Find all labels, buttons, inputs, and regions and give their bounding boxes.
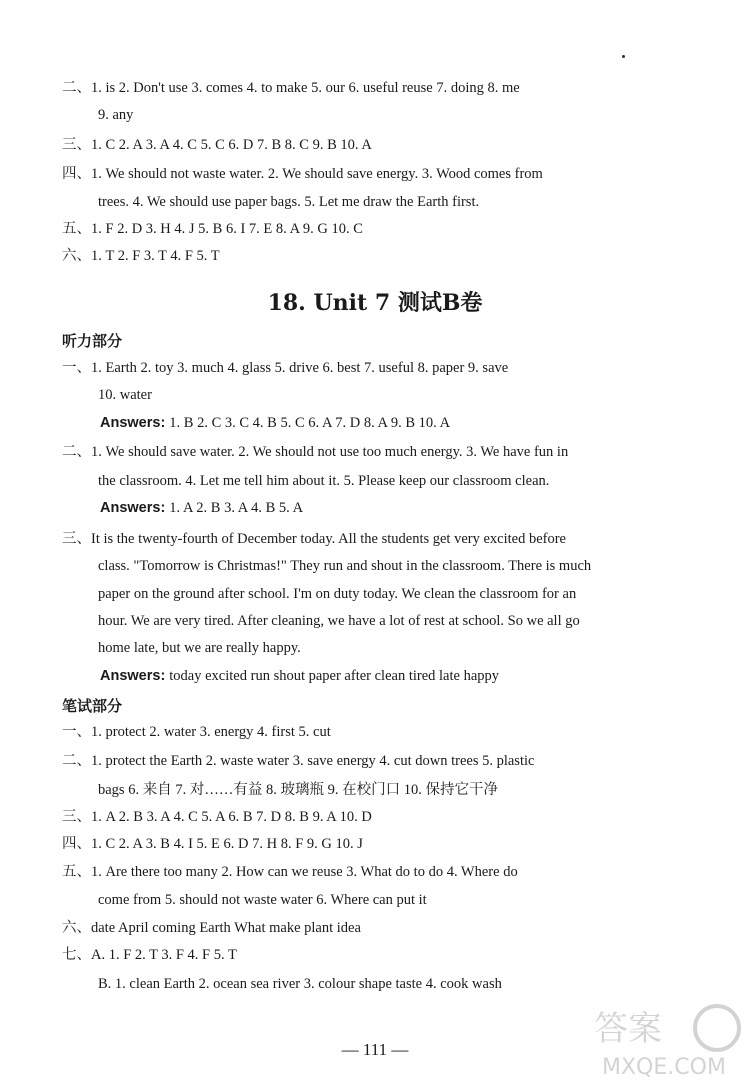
prev-section-4: 四、1. We should not waste water. 2. We should save energy. 3. Wood comes from (62, 166, 543, 182)
writing-1: 一、1. protect 2. water 3. energy 4. first 5. cut (62, 724, 331, 740)
writing-heading: 笔试部分 (62, 697, 123, 715)
listening-3-para-2: class. "Tomorrow is Christmas!" They run and shout in the classroom. There is much (98, 558, 592, 574)
prev-section-2: 二、1. is 2. Don't use 3. comes 4. to make 5. our 6. useful reuse 7. doing 8. me (62, 80, 520, 96)
answers-label: Answers: (100, 500, 166, 516)
answers-text: today excited run shout paper after clean tired late happy (169, 668, 500, 684)
page-number: — 111 — (341, 1040, 409, 1059)
listening-2: 二、1. We should save water. 2. We should not use too much energy. 3. We have fun in (62, 444, 569, 460)
listening-3-para-1: 三、It is the twenty-fourth of December today. All the students get very excited before (62, 531, 566, 547)
writing-7b: B. 1. clean Earth 2. ocean sea river 3. colour shape taste 4. cook wash (98, 976, 502, 992)
listening-3-answers (100, 667, 700, 685)
listening-3-para-3: paper on the ground after school. I'm on duty today. We clean the classroom for an (98, 586, 577, 602)
listening-1-answers (100, 414, 700, 432)
listening-heading: 听力部分 (62, 332, 123, 350)
writing-4: 四、1. C 2. A 3. B 4. I 5. E 6. D 7. H 8. F 9. G 10. J (62, 836, 363, 852)
writing-5: 五、1. Are there too many 2. How can we reuse 3. What do to do 4. Where do (62, 864, 518, 880)
listening-1: 一、1. Earth 2. toy 3. much 4. glass 5. drive 6. best 7. useful 8. paper 9. save (62, 360, 509, 376)
prev-section-5: 五、1. F 2. D 3. H 4. J 5. B 6. I 7. E 8. A 9. G 10. C (62, 221, 363, 237)
writing-3: 三、1. A 2. B 3. A 4. C 5. A 6. B 7. D 8. B 9. A 10. D (62, 809, 372, 825)
listening-1-cont: 10. water (98, 387, 152, 403)
answers-label: Answers: (100, 415, 166, 431)
writing-5-cont: come from 5. should not waste water 6. Where can put it (98, 892, 427, 908)
speck (622, 55, 625, 58)
prev-section-6: 六、1. T 2. F 3. T 4. F 5. T (62, 248, 220, 264)
svg-text:MXQE.COM: MXQE.COM (602, 1055, 726, 1080)
svg-text:答案: 答案 (594, 1009, 662, 1049)
listening-3-para-5: home late, but we are really happy. (98, 640, 301, 656)
answers-text: 1. B 2. C 3. C 4. B 5. C 6. A 7. D 8. A 9. B 10. A (169, 415, 451, 431)
answers-text: 1. A 2. B 3. A 4. B 5. A (169, 500, 304, 516)
prev-section-3: 三、1. C 2. A 3. A 4. C 5. C 6. D 7. B 8. C 9. B 10. A (62, 137, 372, 153)
writing-6: 六、date April coming Earth What make plant idea (62, 920, 361, 936)
unit-title: 18. Unit 7 测试B卷 (267, 290, 483, 316)
prev-section-2-cont: 9. any (98, 107, 134, 123)
answers-label: Answers: (100, 668, 166, 684)
watermark-logo (592, 1000, 742, 1080)
prev-section-4-cont: trees. 4. We should use paper bags. 5. Let me draw the Earth first. (98, 194, 480, 210)
listening-2-cont: the classroom. 4. Let me tell him about it. 5. Please keep our classroom clean. (98, 473, 550, 489)
listening-2-answers (100, 499, 700, 517)
writing-7a: 七、A. 1. F 2. T 3. F 4. F 5. T (62, 947, 237, 963)
listening-3-para-4: hour. We are very tired. After cleaning, we have a lot of rest at school. So we all go (98, 613, 580, 629)
writing-2: 二、1. protect the Earth 2. waste water 3. save energy 4. cut down trees 5. plastic (62, 753, 535, 769)
writing-2-cont: bags 6. 来自 7. 对……有益 8. 玻璃瓶 9. 在校门口 10. 保持它干净 (98, 782, 498, 798)
